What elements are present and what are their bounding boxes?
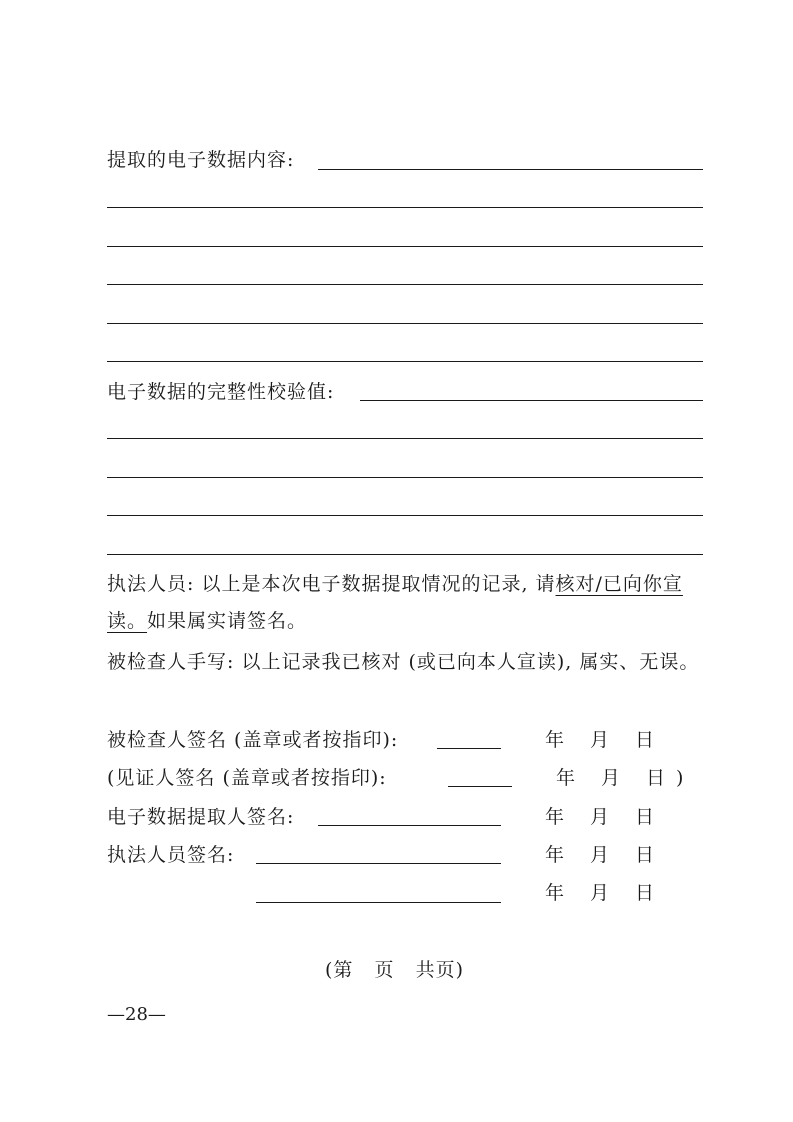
officer-date [545,843,654,867]
day-label: 日 [635,882,655,904]
extractor-signature-field[interactable] [318,825,501,826]
year-label: 年 [545,844,565,866]
extracted-content-field[interactable] [318,169,703,170]
witness-signature-label: (见证人签名 (盖章或者按指印): [107,767,387,789]
extracted-content-line[interactable] [107,284,703,285]
notice-prefix: 执法人员: 以上是本次电子数据提取情况的记录, 请 [107,573,556,595]
checksum-field[interactable] [360,400,703,401]
inspected-signature-field[interactable] [437,748,501,749]
checksum-line[interactable] [107,554,703,555]
month-label: 月 [590,882,610,904]
officer-signature-field[interactable] [256,863,501,864]
extractor-signature-label: 电子数据提取人签名: [107,806,295,828]
page-number: —28— [107,1004,166,1025]
year-label: 年 [545,729,565,751]
officer-signature-label: 执法人员签名: [107,844,235,866]
extracted-content-line[interactable] [107,207,703,208]
handwrite-statement: 被检查人手写: 以上记录我已核对 (或已向本人宣读), 属实、无误。 [107,651,700,673]
checksum-line[interactable] [107,515,703,516]
year-label: 年 [545,882,565,904]
witness-signature-field[interactable] [448,786,512,787]
notice-underlined-2: 读。 [107,610,148,632]
close-paren: ) [676,767,684,789]
checksum-line[interactable] [107,477,703,478]
extracted-content-line[interactable] [107,323,703,324]
officer-date-2 [545,881,654,905]
month-label: 月 [590,806,610,828]
day-label: 日 [646,767,666,789]
notice-paragraph [107,566,707,640]
extracted-content-line[interactable] [107,361,703,362]
month-label: 月 [601,767,621,789]
year-label: 年 [556,767,576,789]
notice-suffix: 如果属实请签名。 [147,610,308,632]
inspected-date [545,728,654,752]
day-label: 日 [635,806,655,828]
checksum-line[interactable] [107,438,703,439]
notice-underlined-1: 核对/已向你宣 [555,573,683,595]
checksum-label: 电子数据的完整性校验值: [107,381,335,403]
year-label: 年 [545,806,565,828]
witness-date [556,766,683,790]
page-info: (第 页 共页) [325,959,465,981]
month-label: 月 [590,844,610,866]
extracted-content-line[interactable] [107,246,703,247]
officer-signature-field-2[interactable] [256,902,501,903]
day-label: 日 [635,729,655,751]
day-label: 日 [635,844,655,866]
extractor-date [545,805,654,829]
extracted-content-label: 提取的电子数据内容: [107,149,295,171]
month-label: 月 [590,729,610,751]
inspected-signature-label: 被检查人签名 (盖章或者按指印): [107,729,399,751]
